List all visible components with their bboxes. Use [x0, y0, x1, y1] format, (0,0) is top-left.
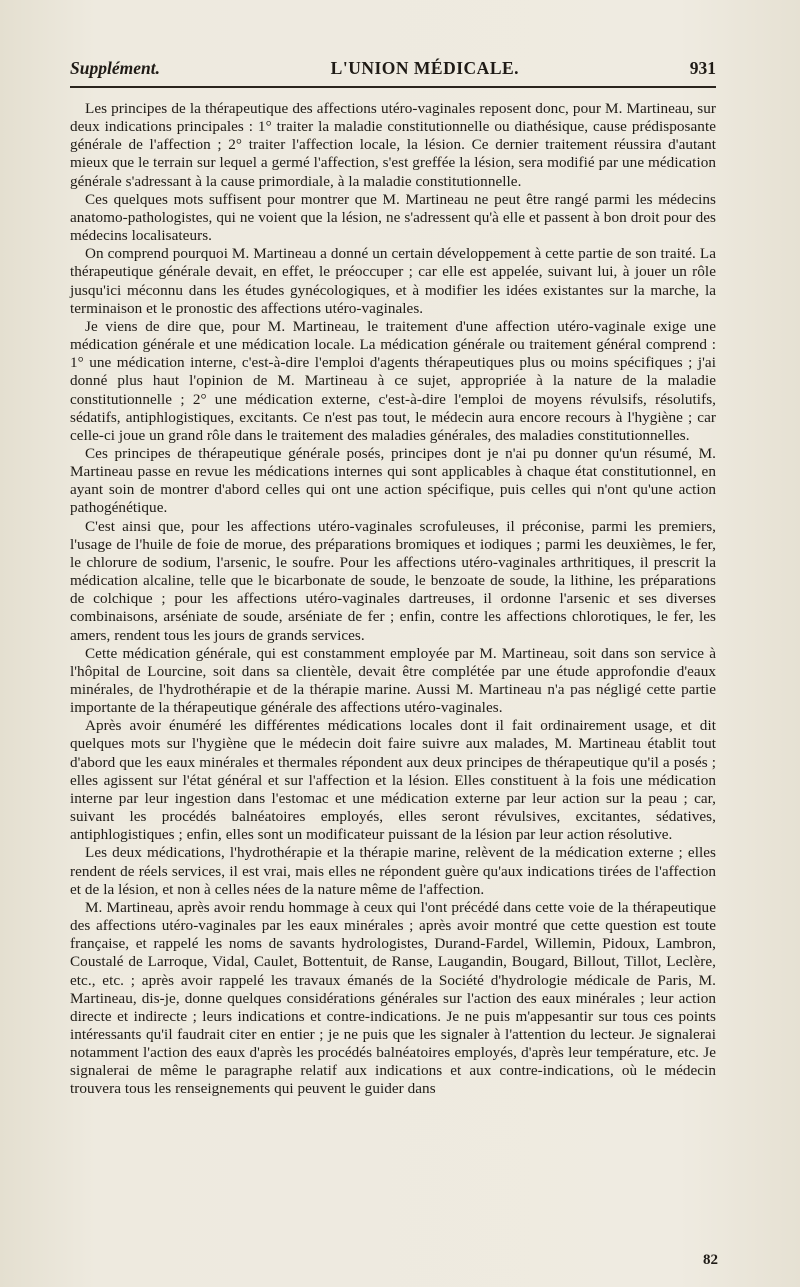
paragraph: Ces principes de thérapeutique générale posés, principes dont je n'ai pu donner qu'un résumé, M. Martineau passe en revue les médications internes qui sont applicables à chaque état constitutionnel, en ayant soin de montrer d'abord celles qui ont une action spécifique, puis celles qui n'ont qu'une action pathogénétique. — [70, 444, 716, 517]
paragraph: Les deux médications, l'hydrothérapie et la thérapie marine, relèvent de la médication externe ; elles rendent de réels services, il est vrai, mais elles ne répondent guère qu'aux indications tirées de l'affection et de la lésion, et non à celles nées de la nature même de l'affection. — [70, 844, 716, 898]
paragraph: M. Martineau, après avoir rendu hommage à ceux qui l'ont précédé dans cette voie de la thérapeutique des affections utéro-vaginales par les eaux minérales ; après avoir montré que cette question est toute française, et rappelé les noms de savants hydrologistes, Durand-Fardel, Willemin, Pidoux, Lambron, Coustalé de Larroque, Vidal, Caulet, Bottentuit, de Ranse, Laugandin, Bougard, Billout, Tillot, Leclère, etc., etc. ; après avoir rappelé les travaux émanés de la Société d'hydrologie médicale de Paris, M. Martineau, dis-je, donne quelques considérations générales sur l'action des eaux minérales ; leur action directe et indirecte ; leurs indications et contre-indications. Je ne puis m'appesantir sur tous ces points intéressants qu'il faudrait citer en entier ; je ne puis que les signaler à l'attention du lecteur. Je signalerai notamment l'action des eaux d'après les procédés balnéatoires employés, d'après leur température, etc. Je signalerai de même le paragraphe relatif aux indications et aux contre-indications, où le médecin trouvera tous les renseignements qui peuvent le guider dans — [70, 898, 716, 1098]
page-number: 931 — [689, 58, 716, 78]
paragraph: C'est ainsi que, pour les affections utéro-vaginales scrofuleuses, il préconise, parmi les premiers, l'usage de l'huile de foie de morue, des préparations bromiques et iodiques ; parmi les deuxièmes, le fer, le chlorure de sodium, l'arsenic, le soufre. Pour les affections utéro-vaginales arthritiques, il prescrit la médication alcaline, telle que le bicarbonate de soude, le benzoate de soude, la lithine, les préparations de colchique ; pour les affections utéro-vaginales dartreuses, il ordonne l'arsenic et ses diverses combinaisons, arséniate de soude, arséniate de fer ; enfin, contre les affections chlorotiques, le fer, les amers, rendent tous les jours de grands services. — [70, 517, 716, 644]
article-body — [70, 100, 716, 1099]
paragraph: Cette médication générale, qui est constamment employée par M. Martineau, soit dans son service à l'hôpital de Lourcine, soit dans sa clientèle, devait être complétée par une étude approfondie d'eaux minérales, de l'hydrothérapie et de la thérapie marine. Aussi M. Martineau n'a pas négligé cette partie importante de la thérapeutique générale des affections utéro-vaginales. — [70, 644, 716, 717]
paragraph: Après avoir énuméré les différentes médications locales dont il fait ordinairement usage, et dit quelques mots sur l'hygiène que le médecin doit faire suivre aux malades, M. Martineau établit tout d'abord que les eaux minérales et thermales répondent aux deux principes de thérapeutique qu'il a posés ; elles agissent sur l'état général et sur l'affection et la lésion. Elles constituent à la fois une médication interne par leur ingestion dans l'estomac et une médication externe par leur action sur la peau ; car, suivant les procédés balnéatoires employés, elles seront révulsives, excitantes, sédatives, antiphlogistiques ; enfin, elles sont un modificateur puissant de la lésion par leur action résolutive. — [70, 717, 716, 844]
journal-title: L'UNION MÉDICALE. — [330, 58, 520, 78]
signature-mark: 82 — [703, 1252, 718, 1268]
running-header — [70, 56, 716, 88]
section-title: Supplément. — [70, 58, 160, 78]
paragraph: Je viens de dire que, pour M. Martineau, le traitement d'une affection utéro-vaginale exige une médication générale et une médication locale. La médication générale ou traitement général comprend : 1° une médication interne, c'est-à-dire l'emploi d'agents thérapeutiques plus ou moins spécifiques ; j'ai donné plus haut l'opinion de M. Martineau à ce sujet, appropriée à la nature de la maladie constitutionnelle ; 2° une médication externe, c'est-à-dire l'emploi de moyens révulsifs, résolutifs, sédatifs, antiphlogistiques, excitants. Ce n'est pas tout, le médecin aura encore recours à l'hygiène ; car celle-ci joue un grand rôle dans le traitement des maladies générales, des maladies constitutionnelles. — [70, 317, 716, 444]
paragraph: Ces quelques mots suffisent pour montrer que M. Martineau ne peut être rangé parmi les médecins anatomo-pathologistes, qui ne voient que la lésion, ne s'adressent qu'à elle et passent à bon droit pour des médecins localisateurs. — [70, 190, 716, 245]
paragraph: On comprend pourquoi M. Martineau a donné un certain développement à cette partie de son traité. La thérapeutique générale devait, en effet, le préoccuper ; car elle est appelée, suivant lui, à jouer un rôle jusqu'ici méconnu dans les études gynécologiques, et à modifier les idées existantes sur la marche, la terminaison et le pronostic des affections utéro-vaginales. — [70, 245, 716, 317]
paragraph: Les principes de la thérapeutique des affections utéro-vaginales reposent donc, pour M. Martineau, sur deux indications principales : 1° traiter la maladie constitutionnelle ou diathésique, cause prédisposante générale de l'affection ; 2° traiter l'affection locale, la lésion. Ce dernier traitement réussira d'autant mieux que le terrain sur lequel a germé l'affection, s'est greffée la lésion, sera modifié par une médication générale s'adressant à la cause primordiale, à la maladie constitutionnelle. — [70, 100, 716, 190]
